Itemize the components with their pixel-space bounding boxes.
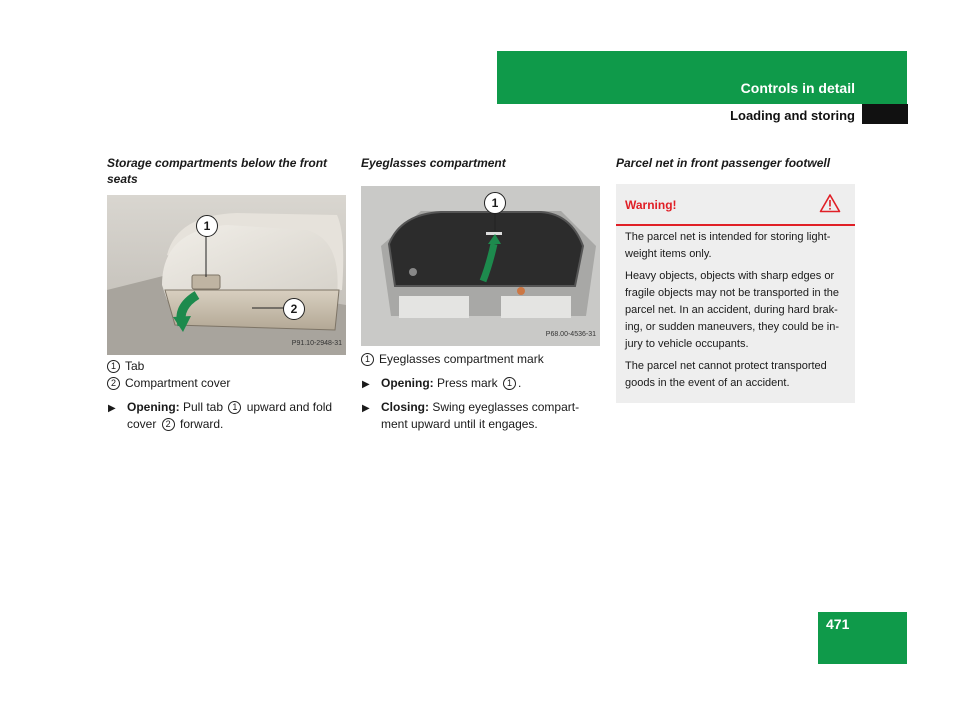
- legend-number: 1: [107, 360, 120, 373]
- ref-number: 1: [228, 401, 241, 414]
- callout-1: 1: [196, 215, 218, 237]
- legend-text: Tab: [125, 359, 145, 373]
- step-label: Opening:: [381, 376, 434, 390]
- step-text: Press mark: [433, 376, 502, 390]
- step-arrow-icon: ▶: [362, 379, 370, 390]
- step-arrow-icon: ▶: [108, 403, 116, 414]
- image-code: P68.00-4536-31: [545, 331, 596, 338]
- warning-body: [616, 226, 855, 392]
- warning-box: [616, 184, 855, 403]
- warning-triangle-icon: [819, 193, 841, 218]
- warning-header: [616, 184, 855, 226]
- legend-text: Eyeglasses compartment mark: [379, 352, 544, 366]
- legend-item: [107, 375, 347, 392]
- seat-compartment-photo: [107, 195, 346, 355]
- legend-number: 1: [361, 353, 374, 366]
- eyeglasses-compartment-illustration: [361, 186, 600, 346]
- subsection-title: Loading and storing: [730, 108, 855, 123]
- warning-label: Warning!: [625, 198, 677, 212]
- callout-2: 2: [283, 298, 305, 320]
- eyeglasses-compartment-photo: [361, 186, 600, 346]
- column-heading: Eyeglasses compartment: [361, 156, 506, 170]
- ref-number: 1: [503, 377, 516, 390]
- legend: [361, 351, 601, 368]
- legend-number: 2: [107, 377, 120, 390]
- step-text: forward.: [176, 417, 224, 431]
- step-opening: [361, 375, 601, 392]
- column-storage-compartments: [107, 155, 347, 433]
- step-text: Pull tab: [179, 400, 227, 414]
- legend-item: [361, 351, 601, 368]
- column-eyeglasses-compartment: [361, 155, 601, 433]
- warning-paragraph: The parcel net is intended for storing light-weight items only.: [625, 231, 831, 260]
- step-opening: [107, 399, 347, 433]
- page-number: 471: [826, 616, 850, 632]
- chapter-tab-marker: [862, 104, 908, 124]
- warning-paragraph: The parcel net cannot protect transported goods in the event of an accident.: [625, 360, 827, 389]
- column-heading: Storage compartments below the front seats: [107, 156, 328, 186]
- step-text: Swing eyeglasses compart-ment upward until it engages.: [381, 400, 580, 431]
- step-label: Opening:: [127, 400, 180, 414]
- warning-paragraph: Heavy objects, objects with sharp edges or fragile objects may not be transported in the parcel net. In an accident, during hard brak-ing, or sudden maneuvers, they could be in-jury to vehicle occupants.: [625, 270, 840, 350]
- column-parcel-net: [616, 155, 856, 403]
- legend-text: Compartment cover: [125, 376, 231, 390]
- legend-item: [107, 358, 347, 375]
- step-label: Closing:: [381, 400, 429, 414]
- header-bar: [497, 51, 907, 104]
- callout-1: 1: [484, 192, 506, 214]
- step-arrow-icon: ▶: [362, 403, 370, 414]
- step-text: .: [518, 376, 522, 390]
- seat-compartment-illustration: [107, 195, 346, 355]
- step-closing: [361, 399, 601, 433]
- legend: [107, 358, 347, 392]
- image-code: P91.10-2948-31: [291, 340, 342, 347]
- ref-number: 2: [162, 418, 175, 431]
- column-heading: Parcel net in front passenger footwell: [616, 156, 831, 170]
- step-text: upward and fold cover: [127, 400, 333, 431]
- section-title: Controls in detail: [740, 80, 855, 96]
